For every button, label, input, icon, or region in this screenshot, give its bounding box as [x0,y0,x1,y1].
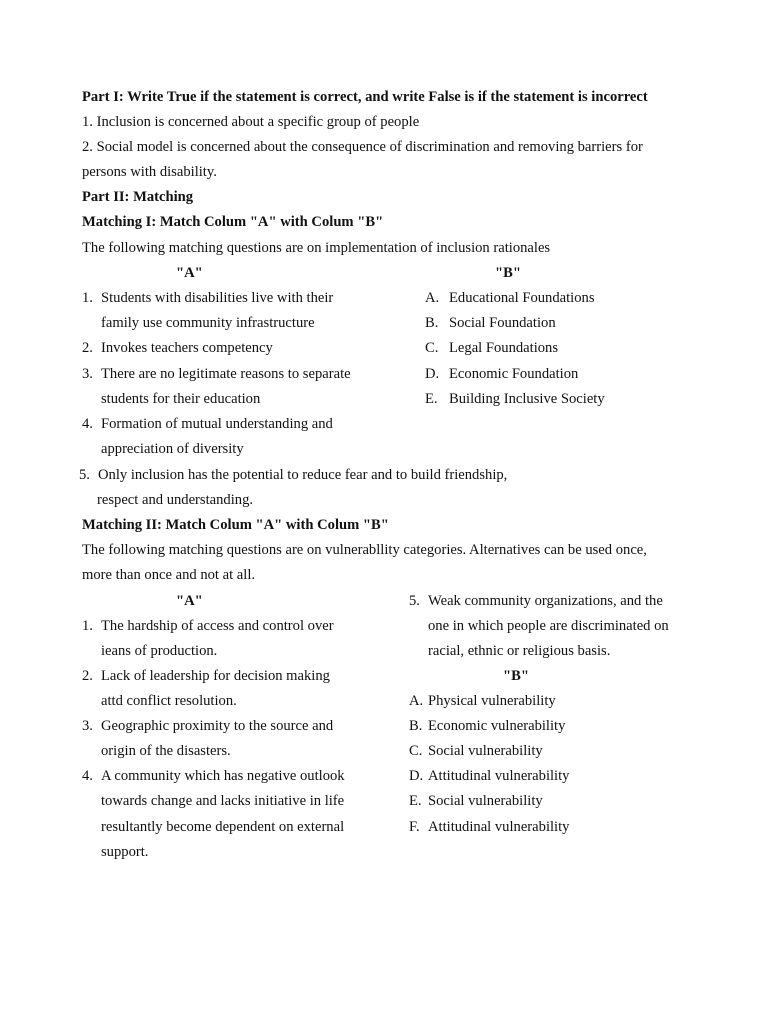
matching1-b-letter: D. [425,366,440,382]
matching2-b-letter: B. [409,718,423,734]
matching1-b-text: Educational Foundations [449,290,595,306]
matching1-a-num: 5. [79,467,90,483]
matching2-a-num: 5. [409,593,420,609]
matching2-a-line: Geographic proximity to the source and [101,718,334,734]
matching1-a-line: respect and understanding. [97,492,254,508]
matching2-a-line: one in which people are discriminated on [428,618,669,634]
matching2-b-text: Social vulnerability [428,743,543,759]
matching1-b-letter: B. [425,315,439,331]
matching1-b-letter: E. [425,391,438,407]
matching2-col-b-header: "B" [503,668,529,684]
matching2-a-line: towards change and lacks initiative in life [101,793,345,809]
matching1-b-text: Social Foundation [449,315,556,331]
part1-heading: Part I: Write True if the statement is correct, and write False is if the statement is incorrect [82,89,648,105]
matching1-col-a-header: "A" [176,265,203,281]
matching1-a-line: family use community infrastructure [101,315,315,331]
matching1-a-line: Students with disabilities live with their [101,290,334,306]
part2-heading: Part II: Matching [82,189,194,205]
matching1-b-text: Economic Foundation [449,366,579,382]
matching2-a-line: Lack of leadership for decision making [101,668,330,684]
matching2-intro-line-2: more than once and not at all. [82,567,256,583]
matching2-a-line: racial, ethnic or religious basis. [428,643,611,659]
matching2-a-num: 4. [82,768,93,784]
matching2-b-letter: F. [409,819,420,835]
matching2-b-text: Attitudinal vulnerability [428,768,570,784]
matching1-a-num: 4. [82,416,93,432]
matching1-a-line: students for their education [101,391,261,407]
matching2-b-text: Physical vulnerability [428,693,556,709]
part1-question-2-line-1: 2. Social model is concerned about the consequence of discrimination and removing barriers for [82,139,643,155]
matching1-a-line: Invokes teachers competency [101,340,273,356]
matching2-b-letter: D. [409,768,424,784]
matching2-col-a-header: "A" [176,593,203,609]
matching2-a-num: 2. [82,668,93,684]
matching2-a-line: origin of the disasters. [101,743,231,759]
matching1-intro: The following matching questions are on implementation of inclusion rationales [82,240,551,256]
matching2-b-text: Attitudinal vulnerability [428,819,570,835]
matching2-b-text: Social vulnerability [428,793,543,809]
matching1-b-letter: A. [425,290,440,306]
matching2-a-line: The hardship of access and control over [101,618,334,634]
matching1-col-b-header: "B" [495,265,521,281]
matching2-a-num: 3. [82,718,93,734]
matching2-intro-line-1: The following matching questions are on vulnerabllity categories. Alternatives can be used once, [82,542,647,558]
matching2-b-letter: E. [409,793,422,809]
matching1-b-letter: C. [425,340,439,356]
matching1-a-line: Only inclusion has the potential to reduce fear and to build friendship, [98,467,508,483]
matching1-heading: Matching I: Match Colum "A" with Colum "B" [82,214,384,230]
matching2-b-letter: C. [409,743,423,759]
matching1-b-text: Legal Foundations [449,340,559,356]
matching2-a-line: support. [101,844,149,860]
matching2-a-line: resultantly become dependent on external [101,819,345,835]
matching1-a-line: Formation of mutual understanding and [101,416,333,432]
matching2-a-num: 1. [82,618,93,634]
matching2-a-line: A community which has negative outlook [101,768,345,784]
matching2-a-line: Weak community organizations, and the [428,593,663,609]
part1-question-2-line-2: persons with disability. [82,164,217,180]
matching2-heading: Matching II: Match Colum "A" with Colum "B" [82,517,389,533]
matching1-a-num: 3. [82,366,93,382]
matching2-a-line: ieans of production. [101,643,218,659]
matching1-a-line: There are no legitimate reasons to separate [101,366,351,382]
matching2-b-letter: A. [409,693,424,709]
matching1-a-line: appreciation of diversity [101,441,244,457]
matching2-a-line: attd conflict resolution. [101,693,237,709]
part1-question-1: 1. Inclusion is concerned about a specific group of people [82,114,420,130]
matching1-b-text: Building Inclusive Society [449,391,605,407]
matching2-b-text: Economic vulnerability [428,718,566,734]
matching1-a-num: 2. [82,340,93,356]
matching1-a-num: 1. [82,290,93,306]
